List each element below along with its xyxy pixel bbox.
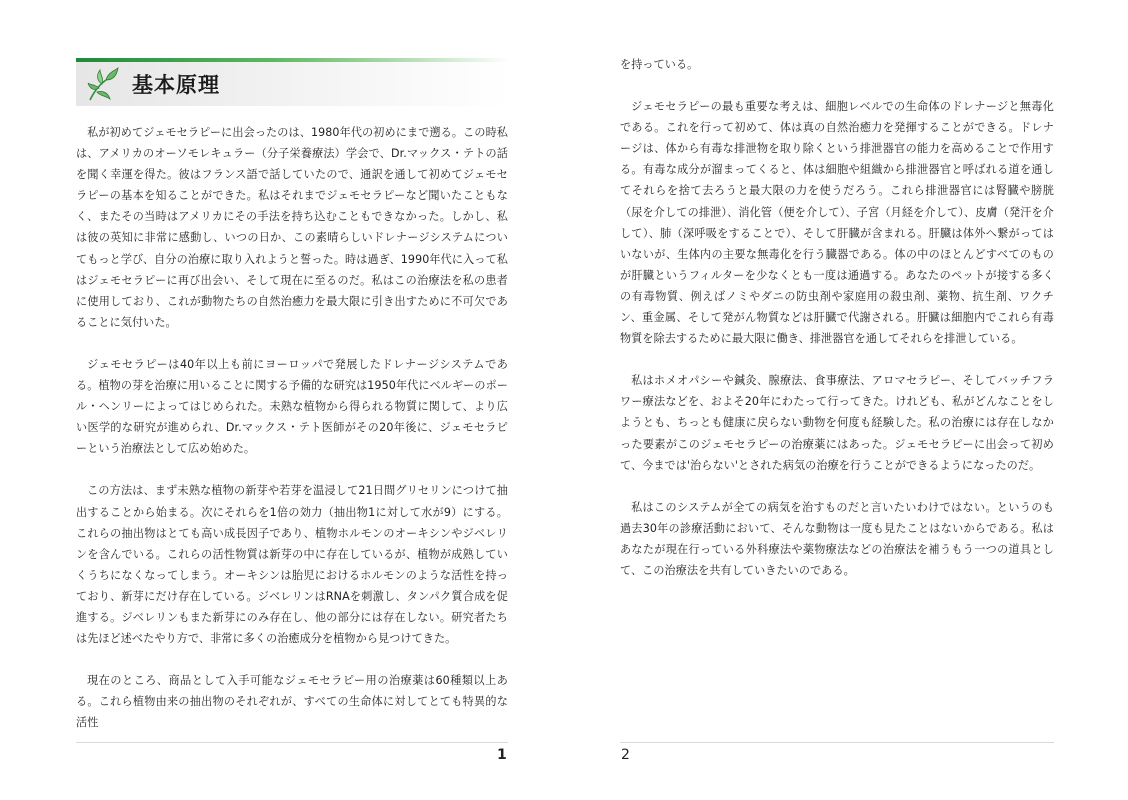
left-body-text bbox=[76, 122, 508, 754]
paragraph: 私が初めてジェモセラピーに出会ったのは、1980年代の初めにまで遡る。この時私は、アメリカのオーソモレキュラー（分子栄養療法）学会で、Dr.マックス・テトの話を聞く幸運を得た。彼はフランス語で話していたので、通訳を通して初めてジェモセラピーの基本を知ることができた。私はそれまでジェモセラピーなど聞いたこともなく、またその当時はアメリカにその手法を持ち込むこともできなかった。しかし、私は彼の英知に非常に感動し、いつの日か、この素晴らしいドレナージシステムについてもっと学び、自分の治療に取り入れようと誓った。時は過ぎ、1990年代に入って私はジェモセラピーに再び出会い、そして現在に至るのだ。私はこの治療法を私の患者に使用しており、これが動物たちの自然治癒力を最大限に引き出すために不可欠であることに気付いた。 bbox=[76, 126, 508, 329]
paragraph: 私はこのシステムが全ての病気を治すものだと言いたいわけではない。というのも過去30年の診療活動において、そんな動物は一度も見たことはないからである。私はあなたが現在行っている外科療法や薬物療法などの治療法を補うもう一つの道具として、この治療法を共有していきたいのである。 bbox=[620, 500, 1054, 577]
leaf-icon bbox=[86, 66, 120, 104]
paragraph-continuation: を持っている。 bbox=[620, 58, 699, 71]
paragraph: ジェモセラピーは40年以上も前にヨーロッパで発展したドレナージシステムである。植物の芽を治療に用いることに関する予備的な研究は1950年代にベルギーのポール・ヘンリーによってはじめられた。未熟な植物から得られる物質に関して、より広い医学的な研究が進められ、Dr.マックス・テト医師がその20年後に、ジェモセラピーという治療法として広め始めた。 bbox=[76, 357, 508, 456]
page-number: 2 bbox=[621, 747, 630, 763]
paragraph: 現在のところ、商品として入手可能なジェモセラピー用の治療薬は60種類以上ある。これら植物由来の抽出物のそれぞれが、すべての生命体に対してとても特異的な活性 bbox=[76, 674, 508, 730]
page-number: 1 bbox=[497, 747, 507, 763]
paragraph: 私はホメオパシーや鍼灸、腺療法、食事療法、アロマセラピー、そしてバッチフラワー療法などを、およそ20年にわたって行ってきた。けれども、私がどんなことをしようとも、ちっとも健康に戻らない動物を何度も経験した。私の治療には存在しなかった要素がこのジェモセラピーの治療薬にはあった。ジェモセラピーに出会って初めて、今までは'治らない'とされた病気の治療を行うことができるようになったのだ。 bbox=[620, 374, 1054, 472]
right-body-text bbox=[620, 54, 1054, 602]
section-heading bbox=[76, 58, 510, 106]
right-page bbox=[564, 0, 1128, 800]
page-title: 基本原理 bbox=[132, 73, 220, 97]
footer-divider bbox=[76, 742, 508, 743]
paragraph: ジェモセラピーの最も重要な考えは、細胞レベルでの生命体のドレナージと無毒化である。これを行って初めて、体は真の自然治癒力を発揮することができる。ドレナージは、体から有毒な排泄物を取り除くという排泄器官の能力を高めることで作用する。有毒な成分が溜まってくると、体は細胞や組織から排泄器官と呼ばれる道を通してそれらを捨て去ろうと最大限の力を使うだろう。これら排泄器官には腎臓や膀胱（尿を介しての排泄）、消化管（便を介して）、子宮（月経を介して）、皮膚（発汗を介して）、肺（深呼吸をすることで）、そして肝臓が含まれる。肝臓は体外へ繋がってはいないが、生体内の主要な無毒化を行う臓器である。体の中のほとんどすべてのものが肝臓というフィルターを少なくとも一度は通過する。あなたのペットが接する多くの有毒物質、例えばノミやダニの防虫剤や家庭用の殺虫剤、薬物、抗生剤、ワクチン、重金属、そして発がん物質などは肝臓で代謝される。肝臓は細胞内でこれら有毒物質を除去するために最大限に働き、排泄器官を通してそれらを排泄している。 bbox=[620, 100, 1054, 346]
paragraph: この方法は、まず未熟な植物の新芽や若芽を温浸して21日間グリセリンにつけて抽出することから始まる。次にそれらを1倍の効力（抽出物1に対して水が9）にする。これらの抽出物はとても高い成長因子であり、植物ホルモンのオーキシンやジベレリンを含んでいる。これらの活性物質は新芽の中に存在しているが、植物が成熟していくうちになくなってしまう。オーキシンは胎児におけるホルモンのような活性を持っており、新芽にだけ存在している。ジベレリンはRNAを刺激し、タンパク質合成を促進する。ジベレリンもまた新芽にのみ存在し、他の部分には存在しない。研究者たちは先ほど述べたやり方で、非常に多くの治癒成分を植物から見つけてきた。 bbox=[76, 484, 508, 646]
footer-divider bbox=[620, 742, 1054, 743]
